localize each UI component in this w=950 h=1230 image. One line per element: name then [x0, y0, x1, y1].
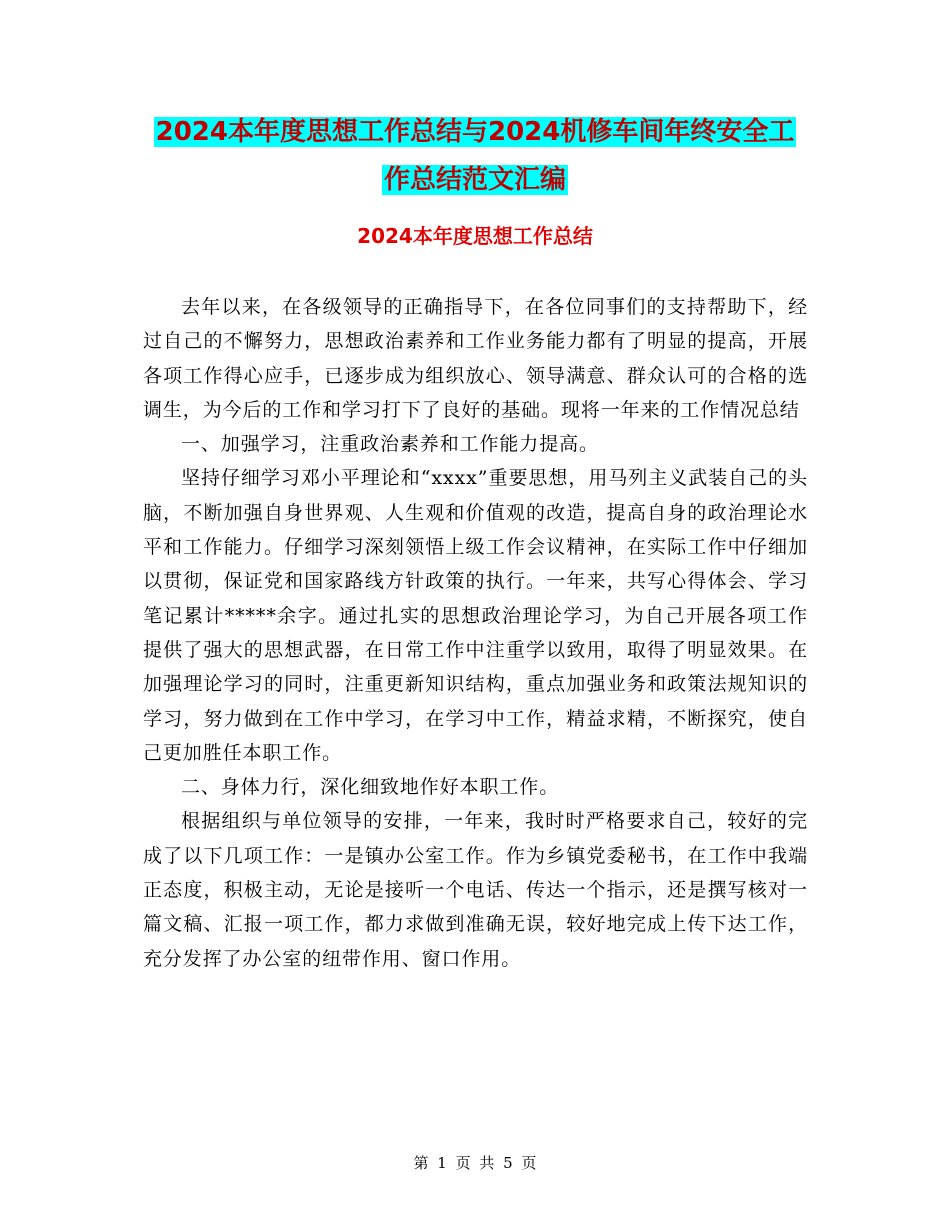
document-body: [143, 290, 808, 976]
section-title: 2024本年度思想工作总结: [357, 224, 593, 248]
document-title-line2: 作总结范文汇编: [383, 165, 566, 195]
heading-two: 二、身体力行，深化细致地作好本职工作。: [181, 776, 560, 799]
document-title-line1: 2024本年度思想工作总结与2024机修车间年终安全工: [155, 117, 795, 147]
paragraph-intro: 去年以来，在各级领导的正确指导下，在各位同事们的支持帮助下，经过自己的不懈努力，思想政治素养和工作业务能力都有了明显的提高，开展各项工作得心应手，已逐步成为组织放心、领导满意、群众认可的合格的选调生，为今后的工作和学习打下了良好的基础。现将一年来的工作情况总结: [143, 296, 808, 421]
page-footer: 第 1 页 共 5 页: [413, 1154, 537, 1172]
document-title: [0, 108, 950, 204]
paragraph-study: 坚持仔细学习邓小平理论和“xxxx”重要思想，用马列主义武装自己的头脑，不断加强自身世界观、人生观和价值观的改造，提高自身的政治理论水平和工作能力。仔细学习深刻领悟上级工作会议精神，在实际工作中仔细加以贯彻，保证党和国家路线方针政策的执行。一年来，共写心得体会、学习笔记累计*****余字。通过扎实的思想政治理论学习，为自己开展各项工作提供了强大的思想武器，在日常工作中注重学以致用，取得了明显效果。在加强理论学习的同时，注重更新知识结构，重点加强业务和政策法规知识的学习，努力做到在工作中学习，在学习中工作，精益求精，不断探究，使自己更加胜任本职工作。: [143, 467, 808, 764]
paragraph-work: 根据组织与单位领导的安排，一年来，我时时严格要求自己，较好的完成了以下几项工作：一是镇办公室工作。作为乡镇党委秘书，在工作中我端正态度，积极主动，无论是接听一个电话、传达一个指示，还是撰写核对一篇文稿、汇报一项工作，都力求做到准确无误，较好地完成上传下达工作，充分发挥了办公室的纽带作用、窗口作用。: [143, 810, 808, 970]
heading-one: 一、加强学习，注重政治素养和工作能力提高。: [181, 433, 599, 456]
